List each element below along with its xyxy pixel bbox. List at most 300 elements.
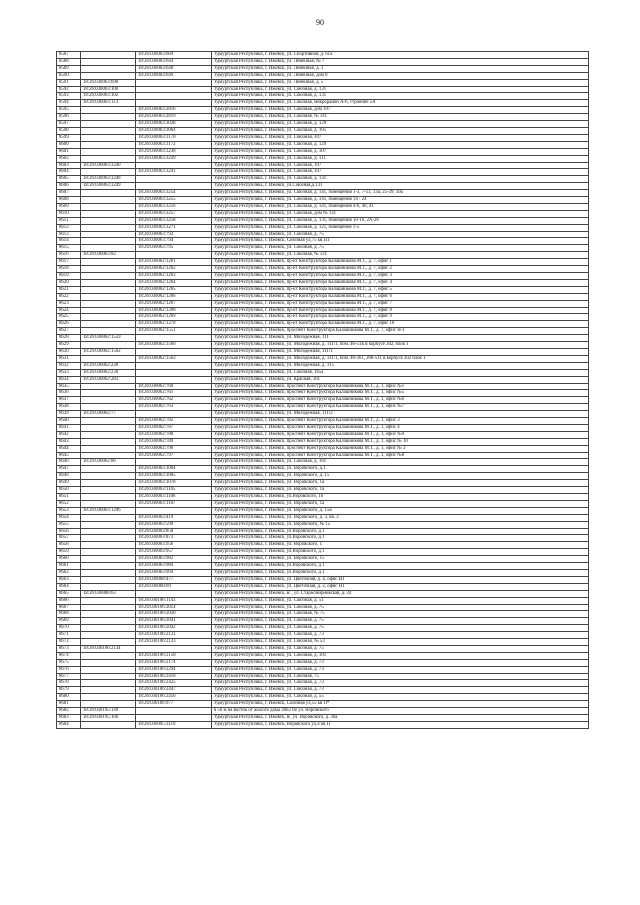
address-cell: Удмуртская Республика, г. Ижевск, ул. Воровского, 1	[212, 542, 589, 549]
parcel-cadastral-number-cell	[81, 466, 136, 473]
table-row	[57, 452, 589, 459]
row-number-cell: 8645	[57, 452, 81, 459]
row-number-cell: 8589	[57, 65, 81, 72]
object-cadastral-number-cell: 18:26:030106:2041	[136, 618, 212, 625]
row-number-cell: 8612	[57, 224, 81, 231]
object-cadastral-number-cell: 18:26:030063:599	[136, 521, 212, 528]
parcel-cadastral-number-cell	[81, 569, 136, 576]
row-number-cell: 8604	[57, 169, 81, 176]
address-cell: Удмуртская Республика, г. Ижевск, ул. Молодежная, 111/2	[212, 411, 589, 418]
object-cadastral-number-cell: 18:26:030062:796	[136, 445, 212, 452]
table-row	[57, 563, 589, 570]
address-cell: Удмуртская Республика, г. Ижевск, ул. Воровского, № 15	[212, 521, 589, 528]
table-row	[57, 390, 589, 397]
row-number-cell: 8627	[57, 328, 81, 335]
object-cadastral-number-cell: 18:26:030062:1262	[136, 266, 212, 273]
object-cadastral-number-cell: 18:26:030062:1270	[136, 321, 212, 328]
parcel-cadastral-number-cell	[81, 556, 136, 563]
address-cell: Удмуртская Республика, г. Ижевск, ул. Союзная, 107	[212, 169, 589, 176]
object-cadastral-number-cell: 18:26:030106:2158	[136, 652, 212, 659]
row-number-cell: 8616	[57, 252, 81, 259]
parcel-cadastral-number-cell: 18:26:030062:77	[81, 411, 136, 418]
address-cell: Удмуртская Республика, г. Ижевск, ул. Союзная, № 53	[212, 639, 589, 646]
parcel-cadastral-number-cell	[81, 618, 136, 625]
table-row	[57, 286, 589, 293]
table-row	[57, 259, 589, 266]
parcel-cadastral-number-cell	[81, 597, 136, 604]
row-number-cell: 8682	[57, 708, 81, 715]
address-cell: Удмуртская Республика, г. Ижевск, пр-кт Конструктора Калашникова М.Т., д. 7, офис 2	[212, 266, 589, 273]
table-row	[57, 590, 589, 597]
table-row	[57, 114, 589, 121]
address-cell: Удмуртская Республика, г. Ижевск, ул. Союзная, д. 75	[212, 618, 589, 625]
parcel-cadastral-number-cell	[81, 266, 136, 273]
parcel-cadastral-number-cell	[81, 121, 136, 128]
table-row	[57, 604, 589, 611]
row-number-cell: 8636	[57, 390, 81, 397]
row-number-cell: 8649	[57, 480, 81, 487]
address-cell: Удмуртская Республика, г. Ижевск, ул. Союзная, микрорайон А-6, строение 5А	[212, 100, 589, 107]
parcel-cadastral-number-cell	[81, 169, 136, 176]
parcel-cadastral-number-cell: 18:26:030063:3249	[81, 183, 136, 190]
object-cadastral-number-cell: 18:26:030106:1143	[136, 597, 212, 604]
object-cadastral-number-cell: 18:26:030062:1560	[136, 342, 212, 349]
object-cadastral-number-cell: 18:26:030063:984	[136, 563, 212, 570]
table-row	[57, 355, 589, 362]
parcel-cadastral-number-cell	[81, 625, 136, 632]
parcel-cadastral-number-cell	[81, 431, 136, 438]
row-number-cell: 8620	[57, 279, 81, 286]
row-number-cell: 8652	[57, 500, 81, 507]
table-row	[57, 424, 589, 431]
address-cell: Удмуртская Республика, г. Ижевск, ул. Линейная, д. 5	[212, 79, 589, 86]
parcel-cadastral-number-cell	[81, 114, 136, 121]
object-cadastral-number-cell: 18:26:030063:3241	[136, 169, 212, 176]
address-cell: Удмуртская Республика, г. Ижевск, ул. Союзная, № 75	[212, 611, 589, 618]
object-cadastral-number-cell: 18:26:030063:2816	[136, 107, 212, 114]
parcel-cadastral-number-cell	[81, 300, 136, 307]
parcel-cadastral-number-cell	[81, 666, 136, 673]
row-number-cell: 8609	[57, 203, 81, 210]
table-row	[57, 569, 589, 576]
parcel-cadastral-number-cell	[81, 245, 136, 252]
row-number-cell: 8672	[57, 639, 81, 646]
address-cell: Удмуртская Республика, г. Ижевск, ул. Молодежная, д. 111/1, пом. 46-261, 268-511 в корпусе 202 блок 1	[212, 355, 589, 362]
parcel-cadastral-number-cell: 18:26:030063:1296	[81, 507, 136, 514]
address-cell: Удмуртская Республика, г. Ижевск, ул. Союзная, д. 161	[212, 459, 589, 466]
parcel-cadastral-number-cell	[81, 659, 136, 666]
row-number-cell: 8647	[57, 466, 81, 473]
parcel-cadastral-number-cell	[81, 259, 136, 266]
table-row	[57, 369, 589, 376]
address-cell: Удмуртская Республика, г. Ижевск, ул. Союзная, д. 107	[212, 148, 589, 155]
object-cadastral-number-cell: 18:26:030062:1263	[136, 273, 212, 280]
row-number-cell: 8681	[57, 701, 81, 708]
table-row	[57, 694, 589, 701]
table-row	[57, 708, 589, 715]
address-cell: Удмуртская Республика, г. Ижевск, проспект Конструктора Калашникова М.Т., д. 1, офис №5	[212, 390, 589, 397]
object-cadastral-number-cell	[136, 590, 212, 597]
parcel-cadastral-number-cell	[81, 576, 136, 583]
row-number-cell: 8684	[57, 721, 81, 728]
parcel-cadastral-number-cell	[81, 238, 136, 245]
object-cadastral-number-cell: 18:26:030063:648	[136, 65, 212, 72]
row-number-cell: 8599	[57, 134, 81, 141]
address-cell: Удмуртская Республика, г. Ижевск, ул. Союзная, д. 73	[212, 687, 589, 694]
parcel-cadastral-number-cell	[81, 58, 136, 65]
row-number-cell: 8666	[57, 597, 81, 604]
parcel-cadastral-number-cell	[81, 383, 136, 390]
row-number-cell: 8668	[57, 611, 81, 618]
object-cadastral-number-cell: 18:26:030062:782	[136, 418, 212, 425]
object-cadastral-number-cell: 18:26:030063:956	[136, 542, 212, 549]
table-row	[57, 107, 589, 114]
table-row	[57, 314, 589, 321]
address-cell: Удмуртская Республика, г. Ижевск, ул. Союзная, № 121	[212, 252, 589, 259]
table-row	[57, 148, 589, 155]
object-cadastral-number-cell: 18:26:030063:3028	[136, 121, 212, 128]
row-number-cell: 8593	[57, 93, 81, 100]
parcel-cadastral-number-cell	[81, 604, 136, 611]
object-cadastral-number-cell	[136, 335, 212, 342]
table-row	[57, 279, 589, 286]
row-number-cell: 8595	[57, 107, 81, 114]
table-row	[57, 335, 589, 342]
row-number-cell: 8674	[57, 652, 81, 659]
row-number-cell: 8602	[57, 155, 81, 162]
parcel-cadastral-number-cell	[81, 487, 136, 494]
parcel-cadastral-number-cell: 18:26:030063:82	[81, 252, 136, 259]
parcel-cadastral-number-cell: 18:26:030062:230	[81, 369, 136, 376]
object-cadastral-number-cell: 18:26:030063:3170	[136, 134, 212, 141]
address-cell: Удмуртская Республика, г. Ижевск, ул. Союзная, д. 121, помещение 1-5	[212, 224, 589, 231]
parcel-cadastral-number-cell	[81, 134, 136, 141]
row-number-cell: 8637	[57, 397, 81, 404]
row-number-cell: 8588	[57, 58, 81, 65]
parcel-cadastral-number-cell	[81, 197, 136, 204]
object-cadastral-number-cell	[136, 79, 212, 86]
parcel-cadastral-number-cell: 18:26:030063:3240	[81, 162, 136, 169]
row-number-cell: 8669	[57, 618, 81, 625]
table-row	[57, 438, 589, 445]
parcel-cadastral-number-cell	[81, 652, 136, 659]
row-number-cell: 8675	[57, 659, 81, 666]
table-row	[57, 618, 589, 625]
table-row	[57, 411, 589, 418]
address-cell: Удмуртская Республика, г. Ижевск, ул.Воровского, 1б	[212, 494, 589, 501]
object-cadastral-number-cell: 18:26:030062:1267	[136, 300, 212, 307]
address-cell: Удмуртская Республика, г. Ижевск, ул. Союзная, д. 73	[212, 666, 589, 673]
row-number-cell: 8610	[57, 210, 81, 217]
row-number-cell: 8634	[57, 376, 81, 383]
table-row	[57, 680, 589, 687]
address-cell: Удмуртская Республика, г. Ижевск, ул. Воровского, д. 3, кв. 2	[212, 514, 589, 521]
address-cell: Удмуртская Республика, г. Ижевск, ул. Молодежная, 111/1	[212, 348, 589, 355]
address-cell: Удмуртская Республика, г. Ижевск, ул. Воровского, д. 15Б	[212, 507, 589, 514]
address-cell: Удмуртская Республика, г. Ижевск, ул. Молодежная, 111	[212, 335, 589, 342]
table-row	[57, 514, 589, 521]
object-cadastral-number-cell: 18:26:030063:1105	[136, 487, 212, 494]
parcel-cadastral-number-cell	[81, 217, 136, 224]
row-number-cell: 8661	[57, 563, 81, 570]
parcel-cadastral-number-cell	[81, 500, 136, 507]
object-cadastral-number-cell: 18:26:030062:1269	[136, 314, 212, 321]
object-cadastral-number-cell: 18:26:030062:788	[136, 431, 212, 438]
address-cell: Удмуртская Республика, г. Ижевск, ул. Союзная, № 141	[212, 114, 589, 121]
table-row	[57, 203, 589, 210]
table-row	[57, 404, 589, 411]
row-number-cell: 8598	[57, 127, 81, 134]
parcel-cadastral-number-cell	[81, 127, 136, 134]
address-cell: Удмуртская Республика, г. Ижевск, ул. Союзная, 107	[212, 134, 589, 141]
parcel-cadastral-number-cell	[81, 273, 136, 280]
object-cadastral-number-cell	[136, 708, 212, 715]
row-number-cell: 8615	[57, 245, 81, 252]
object-cadastral-number-cell	[136, 100, 212, 107]
row-number-cell: 8635	[57, 383, 81, 390]
object-cadastral-number-cell: 18:26:030063:1078	[136, 480, 212, 487]
address-cell: Удмуртская Республика, г. Ижевск, пр-кт Конструктора Калашникова М.Т., д. 7, офис 10	[212, 321, 589, 328]
table-row	[57, 445, 589, 452]
address-cell: Удмуртская Республика, г. Ижевск, ул. Союзная, д. 73	[212, 632, 589, 639]
table-row	[57, 72, 589, 79]
row-number-cell: 8605	[57, 176, 81, 183]
table-row	[57, 494, 589, 501]
parcel-cadastral-number-cell	[81, 639, 136, 646]
row-number-cell: 8683	[57, 715, 81, 722]
row-number-cell: 8673	[57, 645, 81, 652]
row-number-cell: 8592	[57, 86, 81, 93]
parcel-cadastral-number-cell	[81, 321, 136, 328]
row-number-cell: 8664	[57, 583, 81, 590]
table-row	[57, 190, 589, 197]
parcel-cadastral-number-cell: 18:26:030088:63	[81, 590, 136, 597]
address-cell: Удмуртская Республика, г. Ижевск, ул. Союзная, д. 105	[212, 127, 589, 134]
address-cell: Удмуртская Республика, г. Ижевск, ул. Союзная, дом 107	[212, 107, 589, 114]
parcel-cadastral-number-cell	[81, 65, 136, 72]
address-cell: Удмуртская Республика, г. Ижевск, ул. Воровского, 1а	[212, 480, 589, 487]
row-number-cell: 8600	[57, 141, 81, 148]
table-row	[57, 376, 589, 383]
table-row	[57, 321, 589, 328]
row-number-cell: 8654	[57, 514, 81, 521]
object-cadastral-number-cell	[136, 376, 212, 383]
object-cadastral-number-cell: 18:26:030106:2020	[136, 611, 212, 618]
table-row	[57, 639, 589, 646]
parcel-cadastral-number-cell	[81, 328, 136, 335]
address-cell: Удмуртская Республика, г. Ижевск, ул. Союзная, д. 75	[212, 231, 589, 238]
address-cell: Удмуртская Республика, г. Ижевск, пр-кт Конструктора Калашникова М.Т., д. 7, офис 3	[212, 273, 589, 280]
row-number-cell: 8619	[57, 273, 81, 280]
object-cadastral-number-cell	[136, 86, 212, 93]
address-cell: Удмуртская Республика, г. Ижевск, проспект Конструктора Калашникова М.Т., д. 1, офис №1	[212, 383, 589, 390]
row-number-cell: 8665	[57, 590, 81, 597]
address-cell: Удмуртская Республика, г. Ижевск, ул. Союзная, д. 73	[212, 680, 589, 687]
table-row	[57, 141, 589, 148]
parcel-cadastral-number-cell: 18:26:030195:166	[81, 715, 136, 722]
row-number-cell: 8617	[57, 259, 81, 266]
address-cell: Удмуртская Республика, г. Ижевск, ул. Воровского, 15	[212, 556, 589, 563]
row-number-cell: 8639	[57, 411, 81, 418]
object-cadastral-number-cell: 18:26:030063:1005	[136, 473, 212, 480]
table-row	[57, 549, 589, 556]
object-cadastral-number-cell	[136, 369, 212, 376]
address-cell: Удмуртская Республика, г. Ижевск, ул. Союзная, д. 73	[212, 659, 589, 666]
row-number-cell: 8660	[57, 556, 81, 563]
address-cell: Удмуртская Республика, г. Ижевск, ул.Воровского, д.1	[212, 535, 589, 542]
row-number-cell: 8656	[57, 528, 81, 535]
address-cell: Удмуртская Республика, г. Ижевск, проспект Конструктора Калашникова М.Т., д. 1, офис №6	[212, 397, 589, 404]
parcel-cadastral-number-cell	[81, 424, 136, 431]
table-row	[57, 473, 589, 480]
object-cadastral-number-cell	[136, 252, 212, 259]
table-row	[57, 52, 589, 59]
row-number-cell: 8676	[57, 666, 81, 673]
parcel-cadastral-number-cell: 18:26:030063:100	[81, 86, 136, 93]
row-number-cell: 8644	[57, 445, 81, 452]
table-row	[57, 487, 589, 494]
parcel-cadastral-number-cell	[81, 141, 136, 148]
address-cell: Удмуртская Республика, г. Ижевск, ул.Союзная,д.131	[212, 183, 589, 190]
address-cell: Удмуртская Республика, г. Ижевск, ул. Союзная, д. 55	[212, 694, 589, 701]
row-number-cell: 8641	[57, 424, 81, 431]
table-row	[57, 397, 589, 404]
table-row	[57, 252, 589, 259]
object-cadastral-number-cell: 18:26:030106:2042	[136, 625, 212, 632]
parcel-cadastral-number-cell	[81, 473, 136, 480]
table-row	[57, 328, 589, 335]
object-cadastral-number-cell: 18:26:030106:2294	[136, 666, 212, 673]
object-cadastral-number-cell: 18:26:030063:1004	[136, 466, 212, 473]
object-cadastral-number-cell: 18:26:030063:795	[136, 245, 212, 252]
parcel-cadastral-number-cell	[81, 203, 136, 210]
row-number-cell: 8663	[57, 576, 81, 583]
parcel-cadastral-number-cell	[81, 583, 136, 590]
address-cell: Удмуртская Республика, г. Ижевск, ул. Союзная, д. 131, помещения 10-16, 2А-26	[212, 217, 589, 224]
address-cell: Удмуртская Республика, г. Ижевск, пр-кт Конструктора Калашникова М.Т., д. 7, офис 9	[212, 314, 589, 321]
parcel-cadastral-number-cell	[81, 210, 136, 217]
parcel-cadastral-number-cell	[81, 438, 136, 445]
address-cell: Удмуртская Республика, г. Ижевск, ул. Линейная, № 7	[212, 58, 589, 65]
table-row	[57, 466, 589, 473]
table-row	[57, 348, 589, 355]
object-cadastral-number-cell: 18:26:030062:763	[136, 404, 212, 411]
row-number-cell: 8608	[57, 197, 81, 204]
row-number-cell: 8679	[57, 687, 81, 694]
object-cadastral-number-cell: 18:26:030106:977	[136, 701, 212, 708]
row-number-cell: 8587	[57, 52, 81, 59]
row-number-cell: 8613	[57, 231, 81, 238]
parcel-cadastral-number-cell: 18:26:030062:283	[81, 376, 136, 383]
parcel-cadastral-number-cell	[81, 355, 136, 362]
parcel-cadastral-number-cell	[81, 224, 136, 231]
object-cadastral-number-cell: 18:26:030068:69	[136, 583, 212, 590]
parcel-cadastral-number-cell	[81, 314, 136, 321]
row-number-cell: 8667	[57, 604, 81, 611]
row-number-cell: 8655	[57, 521, 81, 528]
table-row	[57, 715, 589, 722]
parcel-cadastral-number-cell	[81, 535, 136, 542]
parcel-cadastral-number-cell	[81, 445, 136, 452]
table-row	[57, 645, 589, 652]
object-cadastral-number-cell: 18:26:030063:1107	[136, 500, 212, 507]
registry-table	[56, 51, 589, 729]
parcel-cadastral-number-cell	[81, 673, 136, 680]
object-cadastral-number-cell: 18:26:030062:760	[136, 383, 212, 390]
object-cadastral-number-cell: 18:26:030106:2410	[136, 673, 212, 680]
parcel-cadastral-number-cell	[81, 107, 136, 114]
object-cadastral-number-cell: 18:26:030063:3254	[136, 190, 212, 197]
row-number-cell: 8629	[57, 342, 81, 349]
parcel-cadastral-number-cell	[81, 632, 136, 639]
address-cell: Удмуртская Республика, г. Ижевск, ул. Союзная, 75	[212, 673, 589, 680]
object-cadastral-number-cell: 18:26:030063:957	[136, 549, 212, 556]
object-cadastral-number-cell: 18:26:030095:3119	[136, 721, 212, 728]
table-row	[57, 93, 589, 100]
parcel-cadastral-number-cell	[81, 397, 136, 404]
row-number-cell: 8677	[57, 673, 81, 680]
address-cell: Удмуртская Республика, г. Ижевск, проспект Конструктора Калашникова М.Т., д. 1, офис №9	[212, 431, 589, 438]
table-row	[57, 500, 589, 507]
parcel-cadastral-number-cell: 18:26:030063:3248	[81, 176, 136, 183]
parcel-cadastral-number-cell: 18:26:030063:113	[81, 100, 136, 107]
address-cell: Удмуртская Республика, г. Ижевск, проспект Конструктора Калашникова М.Т., д. 1, офис №7	[212, 404, 589, 411]
address-cell: Удмуртская Республика, г. Ижевск, ул. Союзная, д. 75	[212, 645, 589, 652]
address-cell: Удмуртская Республика, г. Ижевск, ул. Союзная, д. 141, помещения 1-3, 7-13, 13а, 25-39, 39а	[212, 190, 589, 197]
address-cell: Удмуртская Республика, г. Ижевск, пр-кт Конструктора Калашникова М.Т., д. 7, офис 8	[212, 307, 589, 314]
table-row	[57, 224, 589, 231]
row-number-cell: 8658	[57, 542, 81, 549]
parcel-cadastral-number-cell	[81, 418, 136, 425]
parcel-cadastral-number-cell	[81, 72, 136, 79]
address-cell: Удмуртская Республика, г. Ижевск, проспект Конструктора Калашникова М.Т., д. 1, офис №8	[212, 452, 589, 459]
object-cadastral-number-cell: 18:26:030063:2819	[136, 114, 212, 121]
object-cadastral-number-cell: 18:26:030106:2014	[136, 604, 212, 611]
parcel-cadastral-number-cell	[81, 528, 136, 535]
address-cell: Удмуртская Республика, г. Ижевск, ул.Воровского, д.1	[212, 563, 589, 570]
address-cell: Удмуртская Республика, г. Ижевск, пр-кт Конструктора Калашникова М.Т., д. 7, офис 5	[212, 286, 589, 293]
table-row	[57, 127, 589, 134]
parcel-cadastral-number-cell	[81, 480, 136, 487]
object-cadastral-number-cell: 18:26:030062:1563	[136, 355, 212, 362]
table-row	[57, 197, 589, 204]
table-row	[57, 134, 589, 141]
parcel-cadastral-number-cell	[81, 452, 136, 459]
object-cadastral-number-cell: 18:26:030106:2447	[136, 687, 212, 694]
table-row	[57, 459, 589, 466]
object-cadastral-number-cell: 18:26:030068:477	[136, 576, 212, 583]
row-number-cell: 8622	[57, 293, 81, 300]
row-number-cell: 8650	[57, 487, 81, 494]
table-row	[57, 583, 589, 590]
address-cell: Удмуртская Республика, г. Ижевск, проспект Конструктора Калашникова М.Т., д. 1, офис 4	[212, 424, 589, 431]
object-cadastral-number-cell: 18:26:030063:3256	[136, 203, 212, 210]
address-cell: Удмуртская Республика, г. Ижевск, в/, ул. Воровского, д. 30а	[212, 715, 589, 722]
address-cell: Удмуртская Республика, г. Ижевск, ул. Союзная, д. 101	[212, 652, 589, 659]
table-row	[57, 556, 589, 563]
table-row	[57, 245, 589, 252]
address-cell: Удмуртская Республика, г. Ижевск, ул. Союзная, 107	[212, 162, 589, 169]
table-row	[57, 162, 589, 169]
row-number-cell: 8624	[57, 307, 81, 314]
row-number-cell: 8623	[57, 300, 81, 307]
object-cadastral-number-cell: 18:26:030062:789	[136, 438, 212, 445]
parcel-cadastral-number-cell	[81, 611, 136, 618]
address-cell: Удмуртская Республика, г. Ижевск, ул. Линейная, д. 3	[212, 65, 589, 72]
address-cell: в 50 м на восток от жилого дома 30б2 по ул. Воровского	[212, 708, 589, 715]
object-cadastral-number-cell	[136, 183, 212, 190]
parcel-cadastral-number-cell: 18:26:030063:690	[81, 79, 136, 86]
